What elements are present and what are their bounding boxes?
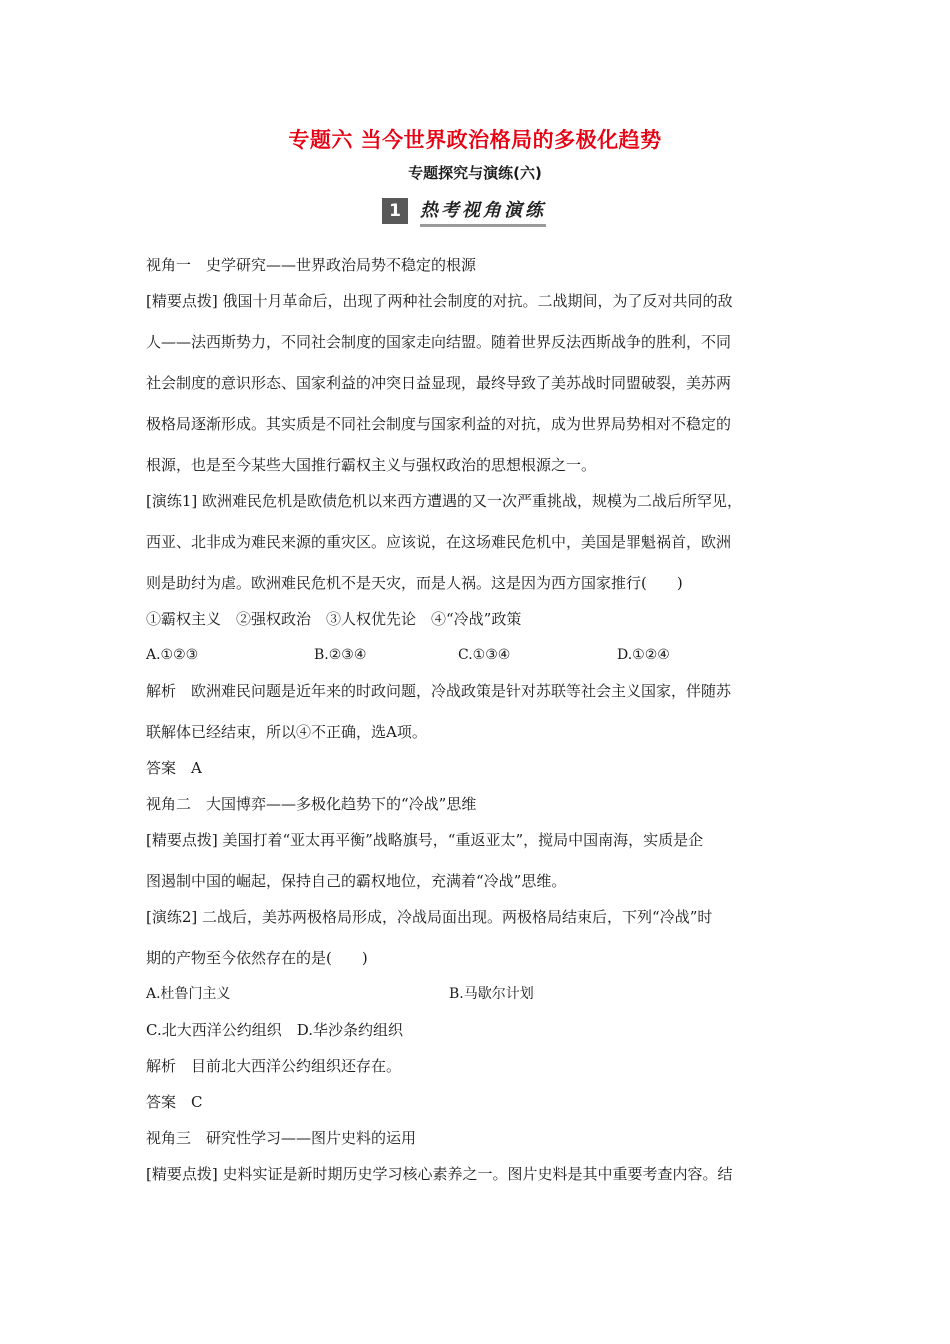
- option-b: B.②③④: [314, 647, 367, 663]
- paragraph-line: 人——法西斯势力，不同社会制度的国家走向结盟。随着世界反法西斯战争的胜利，不同: [146, 333, 732, 351]
- document-body: [146, 250, 811, 1200]
- paragraph-line: [演练1] 欧洲难民危机是欧债危机以来西方遭遇的又一次严重挑战，规模为二战后所罕见，: [146, 492, 743, 510]
- option-d: D.①②④: [617, 647, 670, 663]
- section-banner: [382, 196, 546, 226]
- option-a: A.①②③: [146, 647, 199, 663]
- analysis-line: 联解体已经结束，所以④不正确，选A项。: [146, 723, 427, 741]
- exercise2-options-ab: [146, 979, 811, 1015]
- analysis-line: 解析 欧洲难民问题是近年来的时政问题，冷战政策是针对苏联等社会主义国家，伴随苏: [146, 682, 732, 700]
- paragraph-line: 极格局逐渐形成。其实质是不同社会制度与国家利益的对抗，成为世界局势相对不稳定的: [146, 415, 732, 433]
- banner-number: 1: [382, 198, 408, 224]
- paragraph-line: [精要点拨] 美国打着“亚太再平衡”战略旗号，“重返亚太”，搅局中国南海，实质是企: [146, 831, 704, 849]
- exercise1-items: ①霸权主义 ②强权政治 ③人权优先论 ④“冷战”政策: [146, 610, 522, 628]
- exercise1-options: [146, 640, 811, 676]
- paragraph-line: 则是助纣为虐。欧洲难民危机不是天灾，而是人祸。这是因为西方国家推行( ): [146, 574, 683, 592]
- paragraph-line: [演练2] 二战后，美苏两极格局形成，冷战局面出现。两极格局结束后，下列“冷战”时: [146, 908, 713, 926]
- option-b: B.马歇尔计划: [449, 986, 534, 1002]
- exercise2-answer: 答案 C: [146, 1093, 203, 1111]
- page-subtitle: 专题探究与演练(六): [408, 164, 542, 182]
- angle3-tip: [精要点拨] 史料实证是新时期历史学习核心素养之一。图片史料是其中重要考查内容。结: [146, 1165, 733, 1183]
- exercise2-analysis: 解析 目前北大西洋公约组织还存在。: [146, 1057, 402, 1075]
- angle3-heading: 视角三 研究性学习——图片史料的运用: [146, 1129, 417, 1147]
- paragraph-line: 根源，也是至今某些大国推行霸权主义与强权政治的思想根源之一。: [146, 456, 597, 474]
- angle2-heading: 视角二 大国博弈——多极化趋势下的“冷战”思维: [146, 795, 477, 813]
- exercise2: [146, 902, 811, 1123]
- paragraph-line: 社会制度的意识形态、国家利益的冲突日益显现，最终导致了美苏战时同盟破裂，美苏两: [146, 374, 732, 392]
- angle1-tip: [146, 286, 811, 486]
- paragraph-line: 西亚、北非成为难民来源的重灾区。应该说，在这场难民危机中，美国是罪魁祸首，欧洲: [146, 533, 732, 551]
- exercise2-options-cd: C.北大西洋公约组织 D.华沙条约组织: [146, 1021, 403, 1039]
- paragraph-line: 期的产物至今依然存在的是( ): [146, 949, 368, 967]
- angle2-tip: [146, 825, 811, 902]
- paragraph-line: 图遏制中国的崛起，保持自己的霸权地位，充满着“冷战”思维。: [146, 872, 567, 890]
- banner-title: 热考视角演练: [420, 196, 546, 227]
- exercise1-answer: 答案 A: [146, 759, 202, 777]
- option-a: A.杜鲁门主义: [146, 986, 231, 1002]
- page-title: 专题六 当今世界政治格局的多极化趋势: [288, 128, 662, 152]
- paragraph-line: [精要点拨] 俄国十月革命后，出现了两种社会制度的对抗。二战期间，为了反对共同的敌: [146, 292, 733, 310]
- option-c: C.①③④: [458, 647, 511, 663]
- angle1-heading: 视角一 史学研究——世界政治局势不稳定的根源: [146, 256, 477, 274]
- exercise1: [146, 486, 811, 789]
